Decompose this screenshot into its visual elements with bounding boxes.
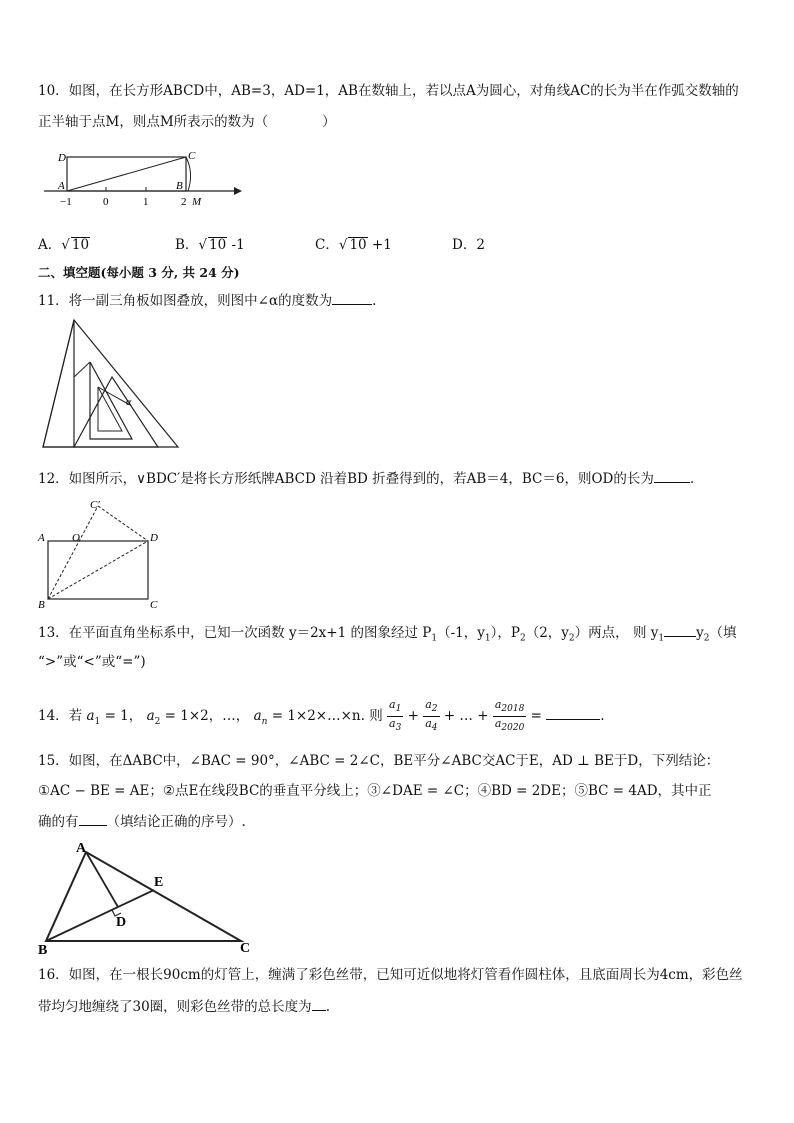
label-b: B (176, 180, 183, 192)
label-c: C (188, 150, 196, 162)
q15-line-3: 确的有 （填结论正确的序号）. (38, 811, 246, 832)
arc-cm (186, 157, 191, 191)
label-b: B (38, 599, 45, 611)
q10-choice-a[interactable]: A．√ 10 (38, 237, 90, 253)
tick-1: 1 (143, 196, 149, 208)
angle-alpha-label: α (126, 397, 132, 408)
q10-line-1: 10．如图，在长方形ABCD中，AB=3，AD=1，AB在数轴上，若以点A为圆心，对角线AC的长为半在作弧交数轴的 (38, 83, 739, 99)
label-d: D (58, 152, 66, 164)
label-d: D (150, 532, 158, 544)
label-c: C (240, 941, 251, 955)
q15-line-2: ①AC − BE = AE；②点E在线段BC的垂直平分线上；③∠DAE = ∠C；④BD = 2DE；⑤BC = 4AD，其中正 (38, 783, 712, 799)
tick-2: 2 (181, 196, 187, 208)
q14-text: 14．若 $a_1 = 1$， $a_2 = 1\times 2$，…， $a_n$ = 1×2×…×n. 则 $\frac{a_1}{a_3}$ + $\frac{a_2}{a_4}$ + … + $\frac{a_{2018}}{a_{2020}}$ = . (38, 698, 605, 734)
section-header-fill-in: 二、填空题(每小题 3 分, 共 24 分) (38, 265, 240, 280)
q15-answer-blank[interactable] (79, 811, 107, 826)
q16-line-2: 带均匀地缠绕了30圈，则彩色丝带的总长度为 . (38, 996, 330, 1017)
label-b: B (38, 943, 48, 955)
tick-0: 0 (103, 196, 109, 208)
q12-text: 12．如图所示，∨BDC′是将长方形纸牌ABCD 沿着BD 折叠得到的，若AB＝4，BC＝6，则OD的长为 . (38, 468, 694, 489)
q10-line-2: 正半轴于点M，则点M所表示的数为（ ） (38, 114, 336, 130)
diagonal-ac (67, 157, 186, 191)
q12-answer-blank[interactable] (654, 468, 690, 483)
label-a: A (58, 180, 65, 192)
q16-line-1: 16．如图，在一根长90cm的灯管上，缠满了彩色丝带，已知可近似地将灯管看作圆柱体，且底面周长为4cm，彩色丝 (38, 967, 743, 983)
label-e: E (154, 875, 164, 890)
axis-arrow-icon (234, 187, 242, 195)
triangle-ruler-small (74, 377, 158, 447)
label-d: D (116, 915, 127, 930)
q10-choice-d[interactable]: D．2 (452, 237, 485, 253)
q13-answer-blank[interactable] (664, 622, 696, 637)
q10-choice-c[interactable]: C．√ 10 +1 (315, 237, 392, 253)
q15-line-1: 15．如图，在ΔABC中，∠BAC = 90°，∠ABC = 2∠C，BE平分∠ABC交AC于E，AD ⊥ BE于D，下列结论： (38, 753, 720, 769)
q15-figure-triangle-abc (36, 840, 261, 955)
tick-minus1: −1 (60, 196, 72, 208)
label-a: A (76, 841, 87, 856)
q16-answer-blank[interactable] (312, 996, 326, 1011)
label-c-prime: C′ (90, 499, 100, 511)
label-c: C (150, 599, 158, 611)
q13-line-1: 13．在平面直角坐标系中，已知一次函数 y＝2x+1 的图象经过 $P_1(-1$，$y_1$），$P_2(2$，$y_2$）两点， 则 $y_1$ $y_2$（填 (38, 622, 736, 649)
q11-answer-blank[interactable] (332, 290, 372, 305)
q10-figure-number-line-rectangle (36, 143, 256, 213)
label-o: O (72, 532, 80, 544)
q11-figure-triangle-rulers (40, 317, 185, 452)
label-a: A (38, 532, 45, 544)
q11-text: 11．将一副三角板如图叠放，则图中∠α的度数为 . (38, 290, 376, 311)
segment-be (46, 890, 154, 941)
q12-figure-folded-rectangle (36, 496, 166, 611)
q14-answer-blank[interactable] (546, 705, 600, 720)
label-m: M (192, 196, 202, 208)
q10-choice-b[interactable]: B．√ 10 -1 (175, 237, 245, 253)
q13-line-2: “>”或“<”或“=”) (38, 654, 146, 670)
